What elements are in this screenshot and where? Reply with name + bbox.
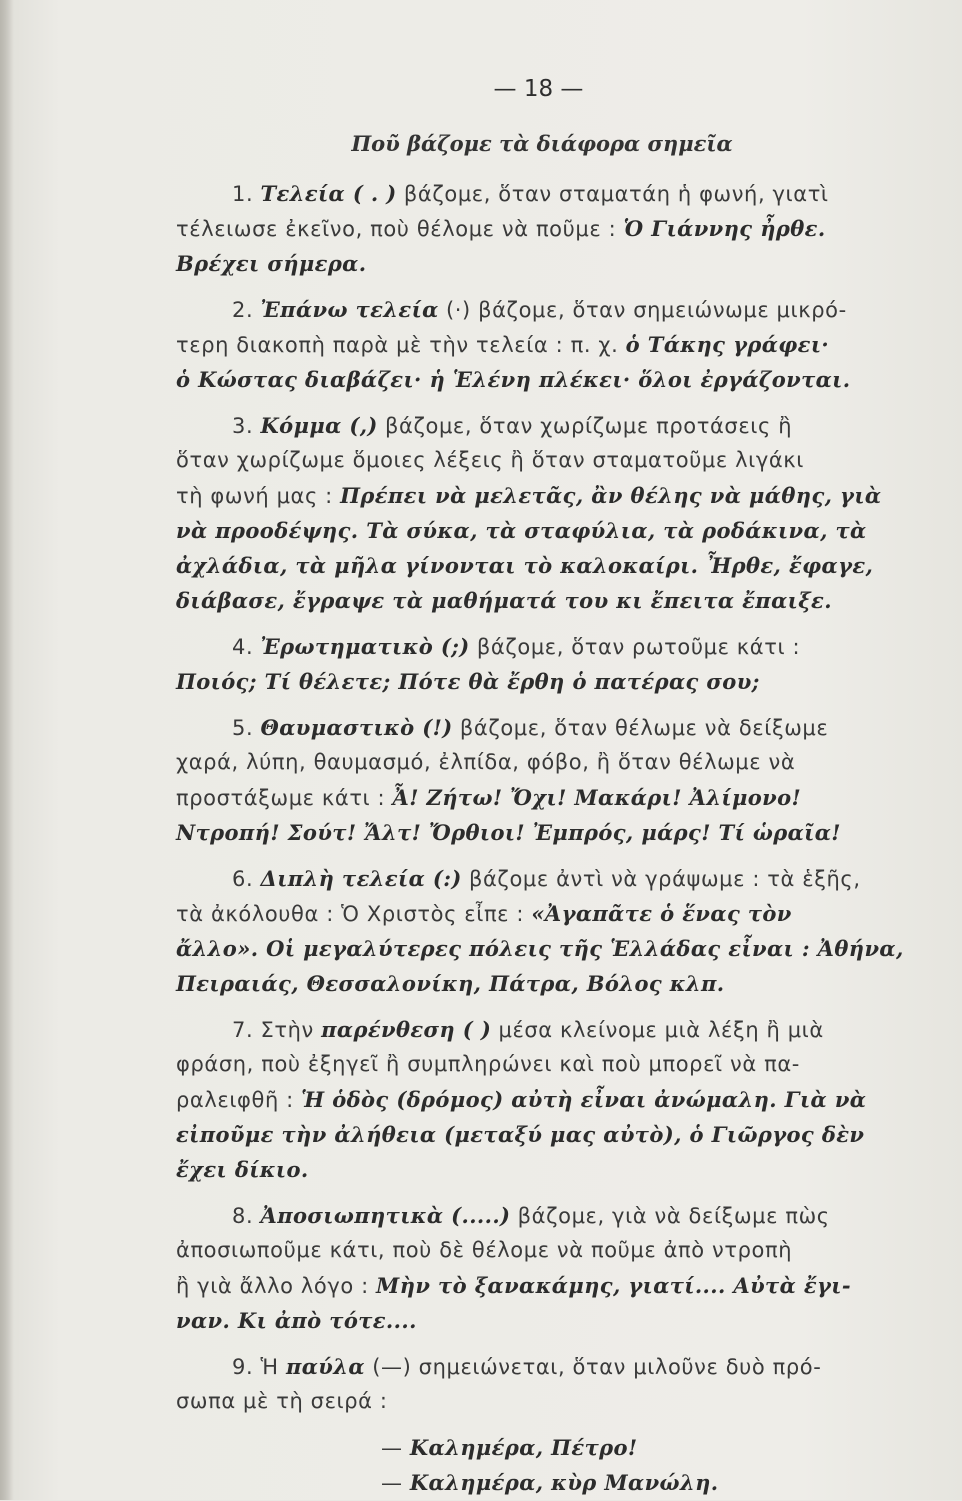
text-run-italic: ναν. Κι ἀπὸ τότε.... bbox=[176, 1308, 417, 1333]
text-run-italic: Ἆ! Ζήτω! Ὄχι! Μακάρι! Ἀλίμονο! bbox=[392, 785, 802, 810]
text-run-italic: ἄλλο». Οἱ μεγαλύτερες πόλεις τῆς Ἑλλάδας εἶναι : Ἀθήνα, bbox=[176, 936, 904, 961]
text-line bbox=[176, 1082, 894, 1117]
text-line bbox=[176, 1349, 894, 1384]
text-run: 6. bbox=[232, 867, 261, 891]
text-run: σωπα μὲ τὴ σειρά : bbox=[176, 1389, 388, 1413]
text-line bbox=[176, 408, 894, 443]
text-run-italic: ὁ Κώστας διαβάζει· ἡ Ἑλένη πλέκει· ὅλοι ἐργάζονται. bbox=[176, 367, 851, 392]
text-line bbox=[176, 548, 894, 583]
text-run: 7. Στὴν bbox=[232, 1018, 322, 1042]
text-run-italic: Ἐπάνω τελεία bbox=[260, 297, 439, 322]
text-line bbox=[176, 362, 894, 397]
text-line bbox=[176, 1384, 894, 1419]
text-run: τὴ φωνή μας : bbox=[176, 484, 341, 508]
text-run: 5. bbox=[232, 716, 261, 740]
text-line bbox=[176, 745, 894, 780]
text-run-italic: διάβασε, ἔγραψε τὰ μαθήματά του κι ἔπειτα ἔπαιξε. bbox=[176, 588, 832, 613]
text-run: ἀποσιωποῦμε κάτι, ποὺ δὲ θέλομε νὰ ποῦμε ἀπὸ ντροπὴ bbox=[176, 1238, 793, 1262]
text-run: χαρά, λύπη, θαυμασμό, ἐλπίδα, φόβο, ἢ ὅταν θέλωμε νὰ bbox=[176, 750, 796, 774]
text-run-italic: Θαυμαστικὸ (!) bbox=[260, 715, 453, 740]
text-run-italic: Τελεία ( . ) bbox=[260, 181, 397, 206]
text-run-italic: Πρέπει νὰ μελετᾶς, ἂν θέλης νὰ μάθης, γιὰ bbox=[340, 483, 882, 508]
text-run: μέσα κλείνομε μιὰ λέξη ἢ μιὰ bbox=[491, 1018, 824, 1042]
text-line bbox=[176, 1152, 894, 1187]
text-run-italic: Ἡ ὁδὸς (δρόμος) αὐτὴ εἶναι ἀνώμαλη. Γιὰ νὰ bbox=[301, 1087, 867, 1112]
text-line bbox=[176, 629, 894, 664]
text-run: ὅταν χωρίζωμε ὅμοιες λέξεις ἢ ὅταν σταματοῦμε λιγάκι bbox=[176, 448, 804, 472]
text-line bbox=[176, 211, 894, 246]
text-run: βάζομε, γιὰ νὰ δείξωμε πὼς bbox=[510, 1204, 830, 1228]
text-line bbox=[176, 861, 894, 896]
page-number: — 18 — bbox=[493, 76, 584, 102]
text-line bbox=[176, 583, 894, 618]
text-run: βάζομε, ὅταν θέλωμε νὰ δείξωμε bbox=[452, 716, 829, 740]
text-run: βάζομε, ὅταν χωρίζωμε προτάσεις ἢ bbox=[377, 414, 793, 438]
text-run-italic: Ποιός; Τί θέλετε; Πότε θὰ ἔρθη ὁ πατέρας σου; bbox=[176, 669, 760, 694]
text-run: βάζομε, ὅταν σταματάη ἡ φωνή, γιατὶ bbox=[396, 182, 829, 206]
text-run: — bbox=[381, 1471, 410, 1495]
text-run-italic: Καλημέρα, Πέτρο! bbox=[409, 1435, 638, 1460]
text-line bbox=[176, 896, 894, 931]
text-run: φράση, ποὺ ἐξηγεῖ ἢ συμπληρώνει καὶ ποὺ μπορεῖ νὰ πα- bbox=[176, 1052, 800, 1076]
text-run-italic: Βρέχει σήμερα. bbox=[176, 251, 367, 276]
text-line bbox=[176, 327, 894, 362]
text-run-italic: Μὴν τὸ ξανακάμης, γιατί.... Αὐτὰ ἔγι- bbox=[376, 1273, 851, 1298]
text-run: ἢ γιὰ ἄλλο λόγο : bbox=[176, 1274, 377, 1298]
text-run-italic: ἀχλάδια, τὰ μῆλα γίνονται τὸ καλοκαίρι. Ἦρθε, ἔφαγε, bbox=[176, 553, 874, 578]
text-line bbox=[176, 1198, 894, 1233]
text-run: 9. Ἡ bbox=[232, 1355, 286, 1379]
text-run: τὰ ἀκόλουθα : Ὁ Χριστὸς εἶπε : bbox=[176, 902, 532, 926]
text-run-italic: ἔχει δίκιο. bbox=[176, 1157, 309, 1182]
body-text bbox=[176, 176, 904, 1500]
text-line bbox=[176, 292, 894, 327]
text-line bbox=[176, 1268, 894, 1303]
text-line bbox=[176, 443, 894, 478]
text-run: τερη διακοπὴ παρὰ μὲ τὴν τελεία : π. χ. bbox=[176, 333, 626, 357]
text-run-italic: Ἐρωτηματικὸ (;) bbox=[260, 634, 470, 659]
text-run-italic: Πειραιάς, Θεσσαλονίκη, Πάτρα, Βόλος κλπ. bbox=[176, 971, 725, 996]
text-line bbox=[176, 513, 894, 548]
text-line bbox=[176, 176, 894, 211]
text-run-italic: νὰ προοδέψης. Τὰ σύκα, τὰ σταφύλια, τὰ ροδάκινα, τὰ bbox=[176, 518, 867, 543]
text-line bbox=[176, 931, 904, 966]
text-run-italic: ὁ Τάκης γράφει· bbox=[625, 332, 830, 357]
text-run-italic: παρένθεση ( ) bbox=[321, 1017, 492, 1042]
text-run: βάζομε ἀντὶ νὰ γράψωμε : τὰ ἑξῆς, bbox=[461, 867, 861, 891]
text-run: προστάξωμε κάτι : bbox=[176, 786, 393, 810]
text-line bbox=[176, 1233, 894, 1268]
text-run-italic: παύλα bbox=[285, 1354, 365, 1379]
text-run: (·) βάζομε, ὅταν σημειώνωμε μικρό- bbox=[438, 298, 847, 322]
text-run: 3. bbox=[232, 414, 261, 438]
text-line bbox=[176, 1047, 894, 1082]
text-line bbox=[176, 1303, 894, 1338]
dialogue-line bbox=[176, 1465, 894, 1500]
text-run: τέλειωσε ἐκεῖνο, ποὺ θέλομε νὰ ποῦμε : bbox=[176, 217, 624, 241]
section-heading: Ποῦ βάζομε τὰ διάφορα σημεῖα bbox=[351, 131, 733, 156]
text-run: 4. bbox=[232, 635, 261, 659]
text-line bbox=[176, 710, 894, 745]
text-line bbox=[176, 246, 894, 281]
text-line bbox=[176, 1012, 894, 1047]
text-run-italic: «Ἀγαπᾶτε ὁ ἕνας τὸν bbox=[531, 901, 792, 926]
text-run-italic: Ἀποσιωπητικὰ (.....) bbox=[260, 1203, 511, 1228]
binding-shadow bbox=[0, 0, 14, 1500]
text-run: (—) σημειώνεται, ὅταν μιλοῦνε δυὸ πρό- bbox=[364, 1355, 822, 1379]
text-run-italic: Καλημέρα, κὺρ Μανώλη. bbox=[409, 1470, 719, 1495]
text-run: — bbox=[381, 1436, 410, 1460]
dialogue-line bbox=[176, 1430, 894, 1465]
text-run-italic: Διπλὴ τελεία (:) bbox=[260, 866, 462, 891]
text-line bbox=[176, 966, 894, 1001]
text-run-italic: Κόμμα (,) bbox=[260, 413, 378, 438]
text-run-italic: Ὁ Γιάννης ἦρθε. bbox=[623, 216, 826, 241]
text-line bbox=[176, 780, 894, 815]
text-line bbox=[176, 1117, 894, 1152]
text-line bbox=[176, 478, 894, 513]
text-run-italic: Ντροπή! Σούτ! Ἄλτ! Ὄρθιοι! Ἐμπρός, μάρς! Τί ὡραῖα! bbox=[176, 820, 841, 845]
text-run: ραλειφθῆ : bbox=[176, 1088, 302, 1112]
text-line bbox=[176, 815, 894, 850]
text-run-italic: εἰποῦμε τὴν ἀλήθεια (μεταξύ μας αὐτὸ), ὁ Γιῶργος δὲν bbox=[176, 1122, 865, 1147]
text-run: 2. bbox=[232, 298, 261, 322]
text-run: 1. bbox=[232, 182, 261, 206]
text-line bbox=[176, 664, 894, 699]
text-run: βάζομε, ὅταν ρωτοῦμε κάτι : bbox=[469, 635, 801, 659]
text-run: 8. bbox=[232, 1204, 261, 1228]
